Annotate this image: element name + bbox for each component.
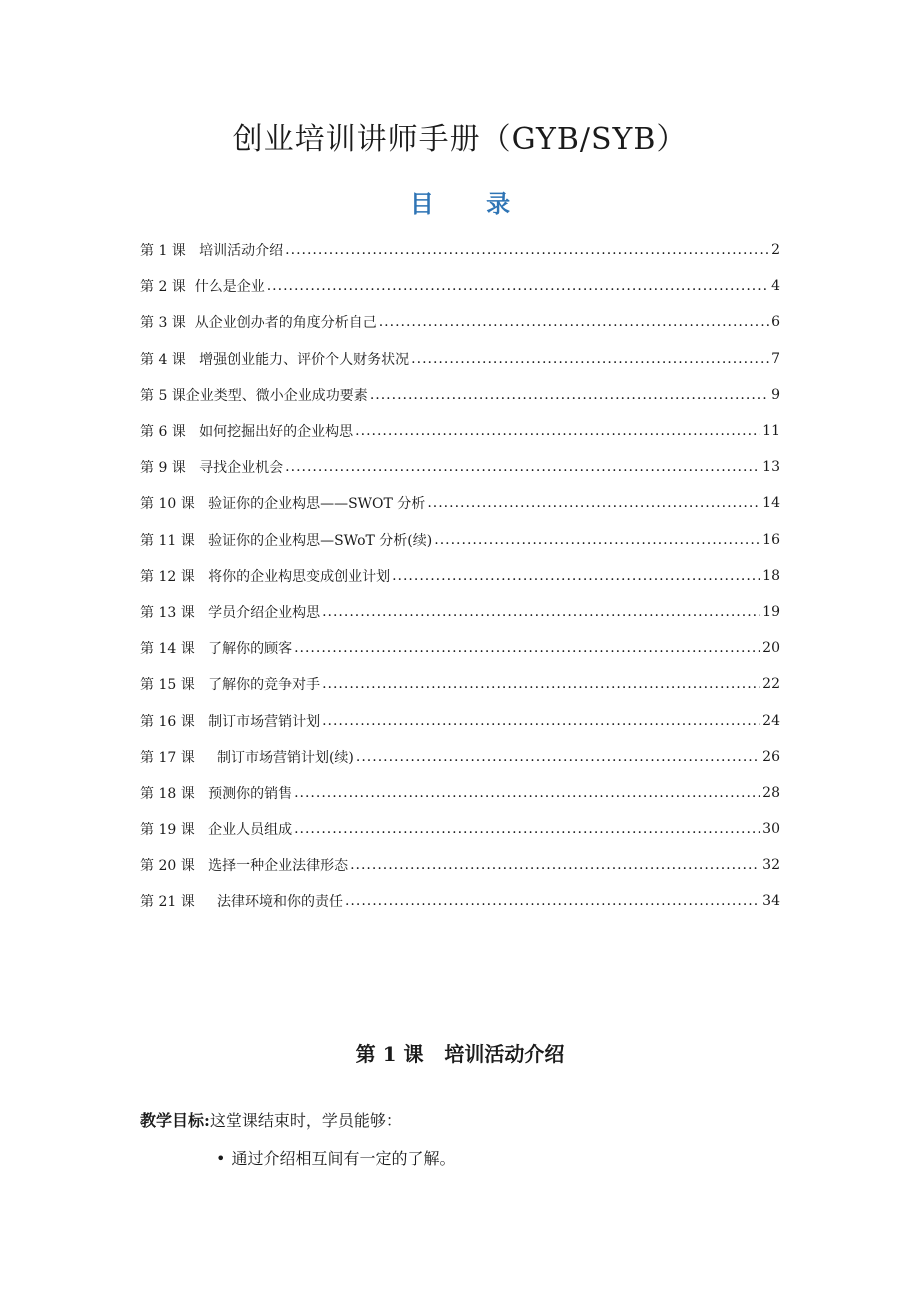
toc-entry-page: 6	[771, 314, 780, 331]
toc-entry[interactable]	[140, 847, 780, 883]
objective-bullet	[216, 1146, 455, 1169]
toc-entry-label: 第 1 课 培训活动介绍	[140, 243, 284, 260]
toc-entry-page: 34	[762, 893, 780, 910]
toc-dot-leader	[370, 387, 769, 403]
toc-entry[interactable]	[140, 739, 780, 775]
document-title: 创业培训讲师手册（GYB/SYB）	[232, 122, 688, 157]
toc-entry-page: 11	[762, 423, 780, 440]
toc-entry[interactable]	[140, 811, 780, 847]
toc-entry-label: 第 20 课 选择一种企业法律形态	[140, 858, 349, 875]
toc-dot-leader	[411, 351, 769, 367]
toc-dot-leader	[322, 604, 760, 620]
toc-entry[interactable]	[140, 522, 780, 558]
toc-entry[interactable]	[140, 630, 780, 666]
toc-entry[interactable]	[140, 702, 780, 738]
toc-dot-leader	[285, 459, 760, 475]
toc-entry-label: 第 3 课 从企业创办者的角度分析自己	[140, 315, 377, 332]
toc-entry-page: 24	[762, 712, 780, 729]
bullet-icon: •	[216, 1149, 226, 1168]
toc-entry-page: 14	[762, 495, 780, 512]
toc-entry-label: 第 19 课 企业人员组成	[140, 822, 293, 839]
toc-entry[interactable]	[140, 232, 780, 268]
toc-dot-leader	[356, 749, 760, 765]
toc-entry[interactable]	[140, 883, 780, 919]
toc-dot-leader	[379, 314, 769, 330]
toc-entry-label: 第 21 课 法律环境和你的责任	[140, 894, 343, 911]
toc-dot-leader	[285, 242, 769, 258]
toc-entry[interactable]	[140, 666, 780, 702]
toc-dot-leader	[345, 893, 760, 909]
toc-entry[interactable]	[140, 558, 780, 594]
toc-entry[interactable]	[140, 775, 780, 811]
toc-entry-page: 20	[762, 640, 780, 657]
toc-entry-label: 第 6 课 如何挖掘出好的企业构思	[140, 424, 354, 441]
toc-entry[interactable]	[140, 449, 780, 485]
toc-dot-leader	[427, 495, 760, 511]
toc-entry-page: 26	[762, 748, 780, 765]
toc-entry-page: 30	[762, 821, 780, 838]
toc-entry-page: 9	[771, 386, 780, 403]
toc-entry-page: 13	[762, 459, 780, 476]
toc-entry-label: 第 16 课 制订市场营销计划	[140, 713, 321, 730]
toc-dot-leader	[294, 785, 760, 801]
teaching-objective	[140, 1108, 402, 1131]
toc-dot-leader	[294, 640, 760, 656]
toc-entry-label: 第 11 课 验证你的企业构思—SWoT 分析(续)	[140, 532, 433, 549]
toc-entry-label: 第 4 课 增强创业能力、评价个人财务状况	[140, 351, 410, 368]
toc-entry-page: 18	[762, 567, 780, 584]
toc-dot-leader	[267, 278, 769, 294]
toc-entry-label: 第 18 课 预测你的销售	[140, 785, 293, 802]
toc-entry[interactable]	[140, 377, 780, 413]
toc-entry-label: 第 10 课 验证你的企业构思——SWOT 分析	[140, 496, 426, 513]
toc-entry-page: 19	[762, 603, 780, 620]
toc-entry-label: 第 2 课 什么是企业	[140, 279, 265, 296]
toc-entry-page: 16	[762, 531, 780, 548]
toc-entry[interactable]	[140, 268, 780, 304]
toc-entry-page: 7	[771, 350, 780, 367]
toc-dot-leader	[322, 676, 760, 692]
toc-entry-label: 第 14 课 了解你的顾客	[140, 641, 293, 658]
toc-entry-label: 第 12 课 将你的企业构思变成创业计划	[140, 568, 391, 585]
toc-dot-leader	[355, 423, 760, 439]
toc-heading: 目 录	[409, 189, 533, 218]
toc-dot-leader	[392, 568, 760, 584]
toc-entry-label: 第 15 课 了解你的竞争对手	[140, 677, 321, 694]
bullet-text: 通过介绍相互间有一定的了解。	[231, 1149, 456, 1168]
toc-dot-leader	[322, 713, 760, 729]
table-of-contents	[140, 232, 780, 920]
toc-entry-label: 第 17 课 制订市场营销计划(续)	[140, 749, 354, 766]
toc-entry-page: 28	[762, 784, 780, 801]
toc-entry[interactable]	[140, 341, 780, 377]
toc-dot-leader	[434, 532, 760, 548]
toc-entry-page: 4	[771, 278, 780, 295]
toc-entry[interactable]	[140, 485, 780, 521]
toc-entry-label: 第 5 课企业类型、微小企业成功要素	[140, 387, 368, 404]
objective-label: 教学目标:	[140, 1111, 210, 1130]
toc-dot-leader	[294, 821, 760, 837]
toc-entry[interactable]	[140, 594, 780, 630]
toc-entry[interactable]	[140, 304, 780, 340]
toc-entry-label: 第 9 课 寻找企业机会	[140, 460, 284, 477]
toc-entry-label: 第 13 课 学员介绍企业构思	[140, 604, 321, 621]
toc-dot-leader	[350, 857, 760, 873]
toc-entry-page: 22	[762, 676, 780, 693]
objective-text: 这堂课结束时，学员能够：	[209, 1111, 402, 1130]
toc-entry-page: 2	[771, 242, 780, 259]
toc-entry[interactable]	[140, 413, 780, 449]
lesson-title: 第 1 课 培训活动介绍	[355, 1042, 565, 1066]
toc-entry-page: 32	[762, 857, 780, 874]
